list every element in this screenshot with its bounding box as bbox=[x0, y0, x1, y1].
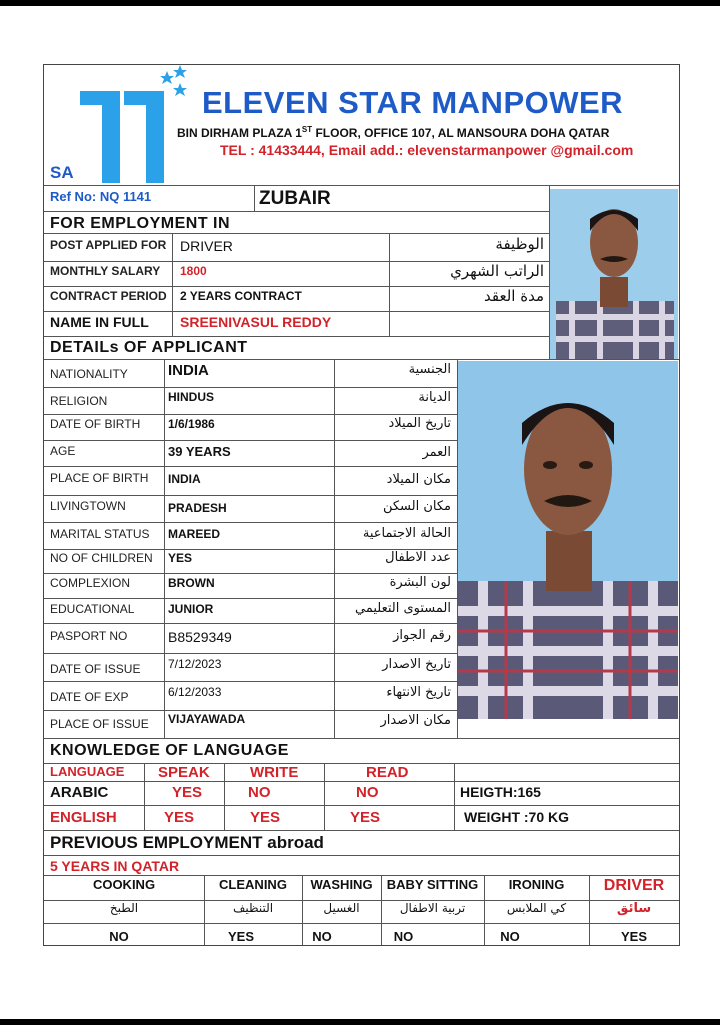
education-arabic: المستوى التعليمي bbox=[355, 601, 451, 616]
livingtown-label: LIVINGTOWN bbox=[50, 499, 126, 513]
issue-date-value: 7/12/2023 bbox=[168, 657, 222, 671]
contract-value: 2 YEARS CONTRACT bbox=[180, 289, 302, 303]
skill-washing-en: WASHING bbox=[310, 877, 373, 892]
weight-value: WEIGHT :70 KG bbox=[464, 809, 570, 825]
address-sup: ST bbox=[301, 125, 313, 134]
skill-washing-ar: الغسيل bbox=[323, 901, 360, 915]
full-name-label: NAME IN FULL bbox=[50, 314, 149, 330]
skill-babysitting-en: BABY SITTING bbox=[386, 877, 479, 892]
issue-date-label: DATE OF ISSUE bbox=[50, 662, 141, 676]
company-contact: TEL : 41433444, Email add.: elevenstarmanpower @gmail.com bbox=[220, 142, 634, 158]
issue-place-arabic: مكان الاصدار bbox=[380, 713, 451, 728]
company-address bbox=[177, 125, 609, 140]
post-arabic: الوظيفة bbox=[495, 235, 544, 253]
dob-value: 1/6/1986 bbox=[168, 417, 215, 431]
agent-name: ZUBAIR bbox=[259, 188, 331, 209]
full-name-value: SREENIVASUL REDDY bbox=[180, 314, 332, 330]
dob-arabic: تاريخ الميلاد bbox=[388, 416, 451, 431]
marital-label: MARITAL STATUS bbox=[50, 527, 150, 541]
skill-ironing-ar: كي الملابس bbox=[506, 901, 567, 915]
skill-ironing-en: IRONING bbox=[508, 877, 565, 892]
arabic-language: ARABIC bbox=[50, 784, 109, 801]
employment-section-title: FOR EMPLOYMENT IN bbox=[50, 215, 231, 232]
ref-number: Ref No: NQ 1141 bbox=[50, 189, 152, 204]
skill-ironing-value: NO bbox=[500, 929, 520, 944]
logo-stars-icon bbox=[152, 65, 192, 101]
skill-driver-value: YES bbox=[620, 929, 647, 944]
person-photo-small-icon bbox=[550, 189, 678, 359]
complexion-arabic: لون البشرة bbox=[389, 575, 451, 590]
religion-arabic: الديانة bbox=[418, 390, 451, 405]
age-arabic: العمر bbox=[422, 445, 451, 460]
dob-label: DATE OF BIRTH bbox=[50, 417, 141, 431]
nationality-arabic: الجنسية bbox=[408, 362, 451, 377]
children-arabic: عدد الاطفال bbox=[385, 550, 451, 565]
skill-cleaning-ar: التنظيف bbox=[232, 901, 274, 915]
salary-label: MONTHLY SALARY bbox=[50, 264, 161, 278]
arabic-read: NO bbox=[356, 784, 379, 801]
age-label: AGE bbox=[50, 444, 76, 458]
religion-label: RELIGION bbox=[50, 394, 108, 408]
skill-driver-en: DRIVER bbox=[603, 877, 665, 894]
issue-place-value: VIJAYAWADA bbox=[168, 712, 246, 726]
company-name: ELEVEN STAR MANPOWER bbox=[202, 85, 624, 120]
marital-value: MAREED bbox=[168, 527, 221, 541]
passport-arabic: رقم الجواز bbox=[393, 628, 451, 643]
passport-label: PASPORT NO bbox=[50, 629, 128, 643]
birthplace-label: PLACE OF BIRTH bbox=[50, 471, 149, 485]
age-value: 39 YEARS bbox=[168, 444, 231, 459]
bottom-border bbox=[0, 1019, 720, 1025]
skill-washing-value: NO bbox=[312, 929, 332, 944]
applicant-photo-large bbox=[458, 361, 678, 719]
english-language: ENGLISH bbox=[50, 809, 117, 826]
issue-date-arabic: تاريخ الاصدار bbox=[382, 657, 451, 672]
education-label: EDUCATIONAL bbox=[50, 602, 135, 616]
skill-cleaning-value: YES bbox=[227, 929, 254, 944]
write-header: WRITE bbox=[250, 764, 299, 781]
passport-value: B8529349 bbox=[168, 629, 232, 645]
skill-cooking-ar: الطبخ bbox=[109, 901, 139, 915]
skill-cleaning-en: CLEANING bbox=[219, 877, 287, 892]
salary-value: 1800 bbox=[180, 264, 207, 278]
height-value: HEIGTH:165 bbox=[460, 784, 541, 800]
skill-babysitting-value: NO bbox=[393, 929, 414, 944]
cv-sheet bbox=[43, 64, 680, 946]
applicant-photo-small bbox=[550, 189, 678, 359]
language-section-title: KNOWLEDGE OF LANGUAGE bbox=[50, 742, 289, 759]
logo-prefix: SA bbox=[50, 163, 74, 182]
english-write: YES bbox=[250, 809, 281, 826]
children-value: YES bbox=[168, 551, 193, 565]
children-label: NO OF CHILDREN bbox=[50, 551, 153, 565]
details-section-title: DETAILs OF APPLICANT bbox=[50, 339, 248, 356]
complexion-value: BROWN bbox=[168, 576, 215, 590]
contract-label: CONTRACT PERIOD bbox=[50, 289, 167, 303]
previous-years: 5 YEARS IN QATAR bbox=[50, 858, 180, 874]
livingtown-arabic: مكان السكن bbox=[382, 499, 451, 514]
exp-date-label: DATE OF EXP bbox=[50, 690, 129, 704]
marital-arabic: الحالة الاجتماعية bbox=[362, 526, 451, 541]
person-photo-large-icon bbox=[458, 361, 678, 719]
contract-arabic: مدة العقد bbox=[484, 287, 544, 305]
skill-babysitting-ar: تربية الاطفال bbox=[399, 901, 466, 915]
skill-driver-ar: سائق bbox=[616, 901, 652, 916]
arabic-speak: YES bbox=[172, 784, 203, 801]
arabic-write: NO bbox=[248, 784, 271, 801]
livingtown-value: PRADESH bbox=[168, 501, 227, 515]
post-label: POST APPLIED FOR bbox=[50, 238, 167, 252]
read-header: READ bbox=[366, 764, 409, 781]
issue-place-label: PLACE OF ISSUE bbox=[50, 717, 149, 731]
salary-arabic: الراتب الشهري bbox=[450, 262, 544, 280]
birthplace-value: INDIA bbox=[168, 472, 201, 486]
previous-section-title: PREVIOUS EMPLOYMENT abroad bbox=[50, 833, 324, 852]
nationality-label: NATIONALITY bbox=[50, 367, 128, 381]
skill-cooking-en: COOKING bbox=[92, 877, 156, 892]
exp-date-arabic: تاريخ الانتهاء bbox=[386, 685, 451, 700]
skill-cooking-value: NO bbox=[109, 929, 129, 944]
birthplace-arabic: مكان الميلاد bbox=[386, 472, 451, 487]
language-header: LANGUAGE bbox=[50, 764, 125, 779]
english-read: YES bbox=[350, 809, 381, 826]
address-part-a: BIN DIRHAM PLAZA 1 bbox=[177, 126, 302, 140]
education-value: JUNIOR bbox=[168, 602, 214, 616]
complexion-label: COMPLEXION bbox=[50, 576, 131, 590]
address-part-b: FLOOR, OFFICE 107, AL MANSOURA DOHA QATAR bbox=[312, 126, 610, 140]
religion-value: HINDUS bbox=[168, 390, 215, 404]
top-border bbox=[0, 0, 720, 6]
exp-date-value: 6/12/2033 bbox=[168, 685, 222, 699]
nationality-value: INDIA bbox=[168, 362, 209, 379]
speak-header: SPEAK bbox=[158, 764, 210, 781]
english-speak: YES bbox=[164, 809, 195, 826]
post-value: DRIVER bbox=[180, 238, 233, 254]
